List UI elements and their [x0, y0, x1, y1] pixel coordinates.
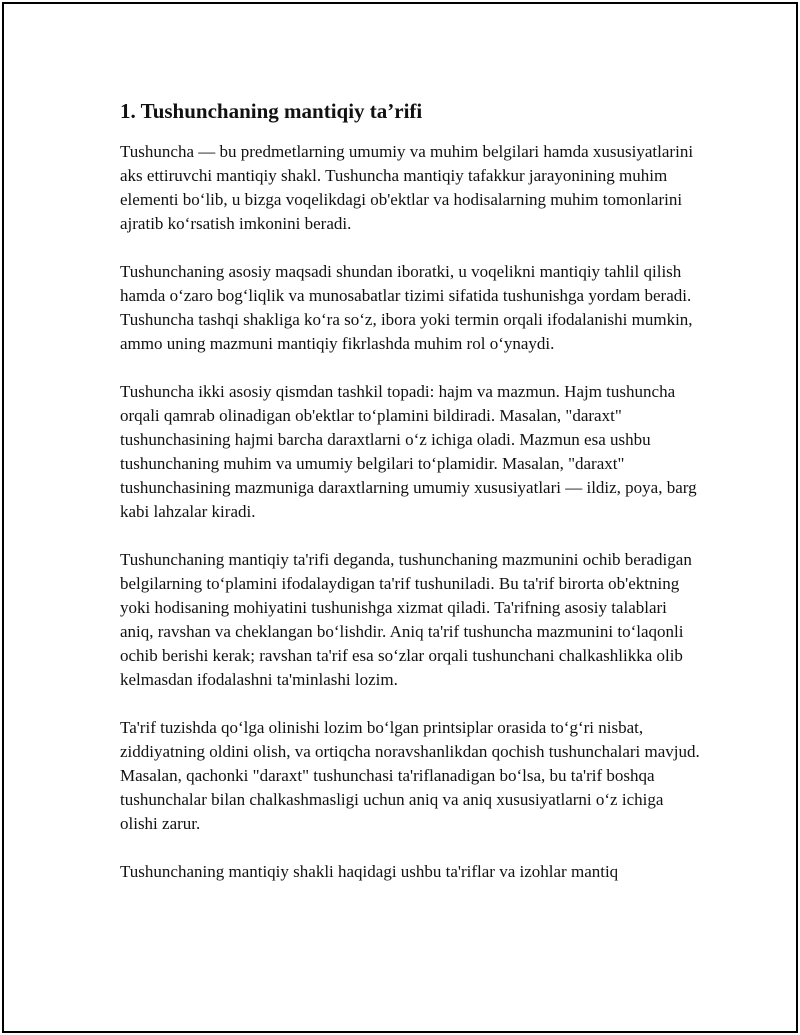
section-heading: 1. Tushunchaning mantiqiy ta’rifi	[120, 99, 423, 123]
paragraph-2: Tushunchaning asosiy maqsadi shundan iboratki, u voqelikni mantiqiy tahlil qilish hamda o‘zaro bog‘liqlik va munosabatlar tizimi sifatida tushunishga yordam beradi. Tushuncha tashqi shakliga ko‘ra so‘z, ibora yoki termin orqali ifodalanishi mumkin, ammo uning mazmuni mantiqiy fikrlashda muhim rol o‘ynaydi.	[120, 262, 693, 353]
paragraph-3: Tushuncha ikki asosiy qismdan tashkil topadi: hajm va mazmun. Hajm tushuncha orqali qamrab olinadigan ob'ektlar to‘plamini bildiradi. Masalan, "daraxt" tushunchasining hajmi barcha daraxtlarni o‘z ichiga oladi. Mazmun esa ushbu tushunchaning muhim va umumiy belgilari to‘plamidir. Masalan, "daraxt" tushunchasining mazmuniga daraxtlarning umumiy xususiyatlari — ildiz, poya, barg kabi lahzalar kiradi.	[120, 382, 697, 521]
paragraph-1: Tushuncha — bu predmetlarning umumiy va muhim belgilari hamda xususiyatlarini aks ettiruvchi mantiqiy shakl. Tushuncha mantiqiy tafakkur jarayonining muhim elementi bo‘lib, u bizga voqelikdagi ob'ektlar va hodisalarning muhim tomonlarini ajratib ko‘rsatish imkonini beradi.	[120, 142, 694, 233]
paragraph-4: Tushunchaning mantiqiy ta'rifi deganda, tushunchaning mazmunini ochib beradigan belgilarning to‘plamini ifodalaydigan ta'rif tushuniladi. Bu ta'rif birorta ob'ektning yoki hodisaning mohiyatini tushunishga xizmat qiladi. Ta'rifning asosiy talablari aniq, ravshan va cheklangan bo‘lishdir. Aniq ta'rif tushuncha mazmunini to‘laqonli ochib berishi kerak; ravshan ta'rif esa so‘zlar orqali tushunchani chalkashlikka olib kelmasdan ifodalashni ta'minlashi lozim.	[120, 550, 692, 689]
paragraph-5: Ta'rif tuzishda qo‘lga olinishi lozim bo‘lgan printsiplar orasida to‘g‘ri nisbat, ziddiyatning oldini olish, va ortiqcha noravshanlikdan qochish tushunchalari mavjud. Masalan, qachonki "daraxt" tushunchasi ta'riflanadigan bo‘lsa, bu ta'rif boshqa tushunchalar bilan chalkashmasligi uchun aniq va aniq xususiyatlarni o‘z ichiga olishi zarur.	[120, 718, 700, 833]
paragraph-6: Tushunchaning mantiqiy shakli haqidagi ushbu ta'riflar va izohlar mantiq	[120, 862, 619, 881]
page-frame	[2, 2, 798, 1033]
document-body	[120, 96, 700, 908]
